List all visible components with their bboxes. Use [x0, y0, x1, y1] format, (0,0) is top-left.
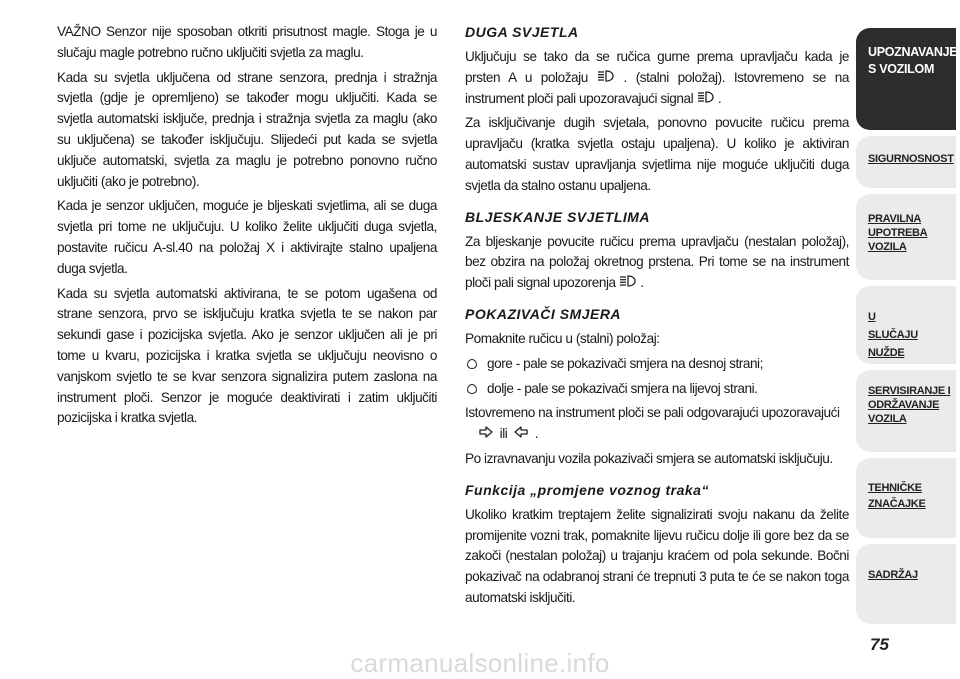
text: ili [499, 426, 508, 442]
tab-sadrzaj[interactable] [856, 544, 956, 624]
paragraph: Po izravnavanju vozila pokazivači smjera se automatski isključuju. [465, 450, 833, 466]
paragraph [465, 403, 849, 424]
section-heading-bljeskanje: BLJESKANJE SVJETLIMA [465, 208, 651, 225]
bullet-icon [467, 384, 477, 394]
paragraph: Kada su svjetla automatski aktivirana, te se potom ugašena od strane senzora, prvo se isključuju kratka svjetla te se nakon par sekundi gase i pozicijska svjetla. Ako je senzor uključen ali je pri tome u kvaru, pozicijska i kratka svjetla se uključuju neovisno o vanjskom svjetlo te se kvar senzora signalizira putem zaslona na instrument ploči. Senzor je moguće deaktivirati i zatim uključiti pozicijska i kratka svjetla. [57, 285, 437, 426]
left-turn-arrow-icon [514, 424, 528, 445]
tab-tehnicke-znacajke[interactable] [856, 458, 956, 538]
paragraph: Kada su svjetla uključena od strane senzora, prednja i stražnja svjetla (gdje je opremljeno) se također mogu uključiti. Kada se svjetla automatski isključe, prednja i stražnja svjetla za maglu (ako su uključena) se također isključuju. Slijedeći put kada se svjetla uključe automatski, svjetla za maglu je potrebno ponovno ručno uključiti (ako je potrebno). [57, 69, 437, 189]
list-item [465, 379, 849, 400]
paragraph [465, 47, 849, 109]
tab-servisiranje[interactable] [856, 370, 956, 452]
section-heading-pokazivaci: POKAZIVAČI SMJERA [465, 305, 622, 322]
paragraph: Za isključivanje dugih svjetala, ponovno povucite ručicu prema upravljaču (kratka svjetla ostaju upaljena). U koliko je aktiviran automatski sustav upravljanja svjetlima nije moguće uključiti duga svjetla da stalno ostanu upaljena. [465, 115, 849, 193]
watermark: carmanualsonline.info [350, 648, 610, 678]
list-item [465, 354, 849, 375]
high-beam-icon [697, 89, 715, 110]
right-column [465, 22, 849, 613]
chapter-sidebar [856, 0, 960, 677]
paragraph: Pomaknite ručicu u (stalni) položaj: [465, 330, 660, 346]
paragraph: Kada je senzor uključen, moguće je bljeskati svjetlima, ali se duga svjetla pri tome ne uključuju. U koliko želite uključiti duga svjetla, postavite ručicu A-sl.40 na položaj X i aktivirajte stalno upaljena duga svjetla. [57, 198, 437, 276]
text: Uključuju se tako da se ručica gurne prema upravljaču kada je prsten A u položaju [465, 49, 849, 85]
text: . [534, 426, 539, 442]
text: dolje - pale se pokazivači smjera na lijevoj strani. [487, 380, 758, 396]
paragraph: VAŽNO Senzor nije sposoban otkriti prisutnost magle. Stoga je u slučaju magle potrebno ručno uključiti svjetla za maglu. [57, 24, 437, 60]
paragraph [465, 232, 849, 294]
text: Za bljeskanje povucite ručicu prema upravljaču (nestalan položaj), bez obzira na položaj okretnog prstena. Pri tome se na instrument ploči pali signal upozorenja [465, 233, 849, 291]
paragraph [465, 424, 849, 445]
text: gore - pale se pokazivači smjera na desnoj strani; [487, 355, 763, 371]
tab-label: PRAVILNA UPOTREBA VOZILA [868, 213, 928, 253]
section-heading-duga-svjetla: DUGA SVJETLA [465, 24, 579, 40]
tab-pravilna-upotreba[interactable] [856, 194, 956, 280]
tab-label: SADRŽAJ [868, 569, 918, 581]
text: . [717, 90, 722, 106]
page-number: 75 [870, 635, 889, 654]
text: . (stalni položaj). Istovremeno se na instrument ploči pali upozoravajući signal [465, 69, 850, 106]
section-heading-promjena-traka: Funkcija „promjene voznog traka“ [465, 481, 709, 498]
tab-label: SERVISIRANJE I ODRŽAVANJE VOZILA [868, 385, 951, 425]
tab-sigurnosnost[interactable] [856, 136, 956, 188]
tab-upoznavanje[interactable] [856, 28, 956, 130]
bullet-icon [467, 359, 477, 369]
right-turn-arrow-icon [479, 424, 493, 445]
paragraph: Ukoliko kratkim treptajem želite signalizirati svoju nakanu da želite promijenite vozni trak, pomaknite lijevu ručicu dolje ili gore bez da se zakoči (nestalan položaj) u trajanju kraćem od pola sekunde. Bočni pokazivač na odabranoj strani će trepnuti 3 puta te će se nakon toga automatski isključiti. [465, 506, 849, 605]
text: . [640, 275, 644, 291]
high-beam-icon [619, 273, 637, 294]
high-beam-icon [597, 68, 615, 89]
tab-u-slucaju-nuzde[interactable] [856, 286, 956, 364]
tab-label: U SLUČAJU NUŽDE [868, 311, 918, 359]
text: Istovremeno na instrument ploči se pali odgovarajući upozoravajući [465, 405, 840, 421]
left-column [57, 22, 437, 433]
tab-label: SIGURNOSNOST [868, 153, 954, 165]
tab-label: UPOZNAVANJE S VOZILOM [868, 45, 958, 76]
tab-label: TEHNIČKE ZNAČAJKE [868, 482, 926, 510]
